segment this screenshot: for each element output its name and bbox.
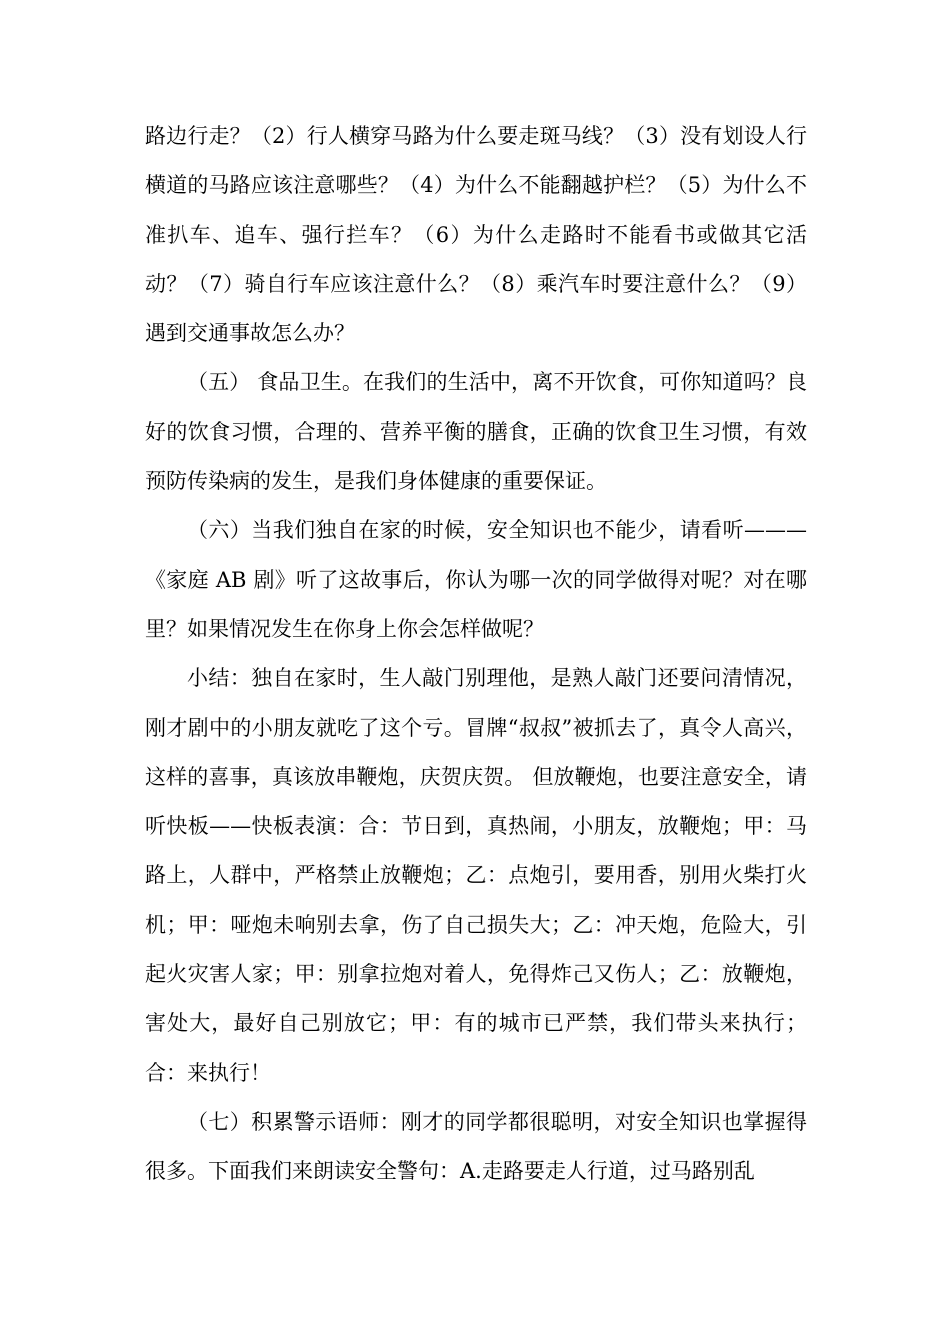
paragraph-summary-firecrackers: 小结：独自在家时，生人敲门别理他，是熟人敲门还要问清情况，刚才剧中的小朋友就吃了这个亏。冒牌“叔叔”被抓去了，真令人高兴，这样的喜事，真该放串鞭炮，庆贺庆贺。 但放鞭炮，也要注意安全，请听快板——快板表演：合：节日到，真热闹，小朋友，放鞭炮；甲：马路上，人群中，严格禁止放鞭炮；乙：点炮引，要用香，别用火柴打火机；甲：哑炮未响别去拿，伤了自己损失大；乙：冲天炮，危险大，引起火灾害人家；甲：别拿拉炮对着人，免得炸己又伤人；乙：放鞭炮，害处大，最好自己别放它；甲：有的城市已严禁，我们带头来执行；合：来执行！ [145,666,807,1085]
document-body [145,112,807,1197]
paragraph-traffic-questions: 路边行走？（2）行人横穿马路为什么要走斑马线？（3）没有划设人行横道的马路应该注意哪些？（4）为什么不能翻越护栏？（5）为什么不准扒车、追车、强行拦车？（6）为什么走路时不能看书或做其它活动？（7）骑自行车应该注意什么？（8）乘汽车时要注意什么？（9）遇到交通事故怎么办？ [145,124,807,346]
paragraph-food-hygiene: （五） 食品卫生。在我们的生活中，离不开饮食，可你知道吗？良好的饮食习惯，合理的、营养平衡的膳食，正确的饮食卫生习惯，有效预防传染病的发生，是我们身体健康的重要保证。 [145,370,807,494]
paragraph-safety-slogans: （七）积累警示语师：刚才的同学都很聪明，对安全知识也掌握得很多。下面我们来朗读安全警句：A.走路要走人行道，过马路别乱 [145,1109,807,1184]
paragraph-home-alone: （六）当我们独自在家的时候，安全知识也不能少，请看听———《家庭 AB 剧》听了这故事后，你认为哪一次的同学做得对呢？对在哪里？如果情况发生在你身上你会怎样做呢？ [145,518,807,641]
